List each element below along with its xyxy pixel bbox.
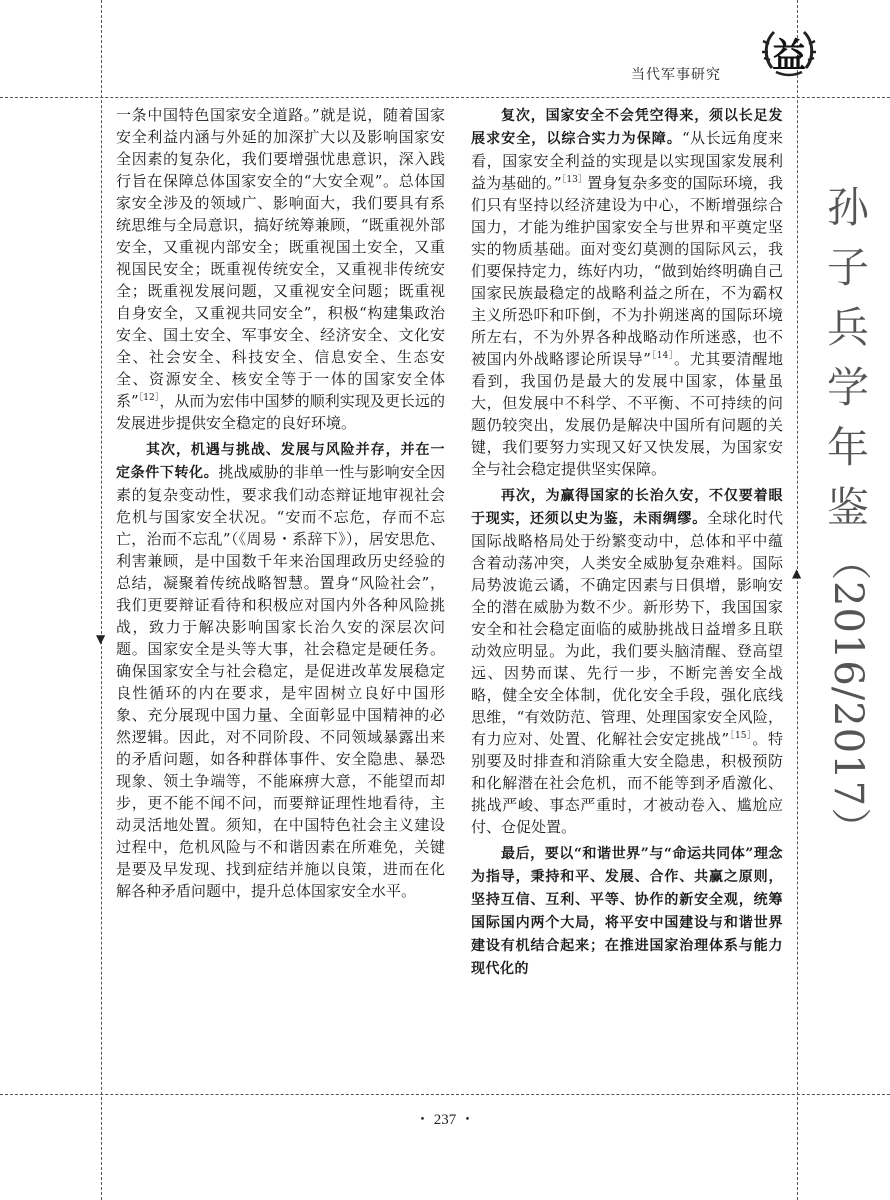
right-margin-marker-icon: ▲ xyxy=(792,566,802,580)
body-text: 一条中国特色国家安全道路。”就是说，随着国家安全利益内涵与外延的加深扩大以及影响国家安全因素的复杂化，我们要增强忧患意识，深入践行旨在保障总体国家安全的“大安全观”。总体国家安全涉及的领域广、影响面大，我们要具有系统思维与全局意识，搞好统筹兼顾，“既重视外部安全，又重视内部安全；既重视国土安全，又重视国民安全；既重视传统安全，又重视非传统安全；既重视发展问题，又重视安全问题；既重视自身安全，又重视共同安全”，积极“构建集政治安全、国土安全、军事安全、经济安全、文化安全、社会安全、科技安全、信息安全、生态安全、资源安全、核安全等于一体的国家安全体系” xyxy=(116,106,445,410)
paragraph-lead: 最后，要以“和谐世界”与“命运共同体”理念为指导，秉持和平、发展、合作、共赢之原则，坚持互信、互利、平等、协作的新安全观，统筹国际国内两个大局，将平安中国建设与和谐世界建设有机结合起来；在推进国家治理体系与能力现代化的 xyxy=(471,846,783,977)
left-paragraph-2 xyxy=(116,438,445,902)
yearbook-logo xyxy=(762,24,816,78)
footnote-ref: ［15］ xyxy=(729,731,753,741)
page-number: ・ 237 ・ xyxy=(414,1112,475,1128)
footnote-ref: ［13］ xyxy=(561,175,587,185)
top-dashed-rule xyxy=(0,97,890,98)
paragraph-lead: 复次，国家安全不会凭空得来，须以长足发展求安全，以综合实力为保障。 xyxy=(471,108,783,147)
body-text: 置身复杂多变的国际环境，我们只有坚持以经济建设为中心，不断增强综合国力，才能为维护国家安全与世界和平奠定坚实的物质基础。面对变幻莫测的国际风云，我们要保持定力，练好内功，“做到始终明确自己国家民族最稳定的战略利益之所在，不为霸权主义所恐吓和吓倒，不为扑朔迷离的国际环境所左右，不为外界各种战略动作所迷惑，也不被国内外战略谬论所误导” xyxy=(471,174,784,368)
left-dashed-margin xyxy=(101,0,102,1200)
right-paragraph-2 xyxy=(471,484,783,838)
yearbook-side-title xyxy=(818,178,878,848)
right-paragraph-1 xyxy=(471,104,783,480)
side-title-char: 学 xyxy=(826,363,869,412)
footnote-ref: ［12］ xyxy=(138,393,160,403)
side-title-char: 兵 xyxy=(826,303,869,352)
side-title-char: 孙 xyxy=(826,183,869,232)
body-text: 全球化时代国际战略格局处于纷繁变动中，总体和平中蕴含着动荡冲突，人类安全威胁复杂难料。国际局势波诡云谲，不确定因素与日俱增，影响安全的潜在威胁为数不少。新形势下，我国国家安全和社会稳定面临的威胁挑战日益增多且联动效应明显。为此，我们要头脑清醒、登高望远、因势而谋、先行一步，不断完善安全战略，健全安全体制，优化安全手段，强化底线思维，“有效防范、管理、处理国家安全风险，有力应对、处置、化解社会安定挑战” xyxy=(471,509,783,748)
side-title-char: 子 xyxy=(826,243,869,292)
side-title-char: 年 xyxy=(826,423,869,472)
right-dashed-margin xyxy=(797,0,798,1200)
bottom-dashed-rule xyxy=(0,1094,890,1095)
left-text-column xyxy=(116,104,445,902)
side-title-year: （2016/2017） xyxy=(825,540,871,849)
side-title-char: 鉴 xyxy=(826,483,869,532)
body-text: 挑战威胁的非单一性与影响安全因素的复杂变动性，要求我们动态辩证地审视社会危机与国家安全状况。“安而不忘危，存而不忘亡，治而不忘乱”（《周易・系辞下》），居安思危、利害兼顾，是中国数千年来治国理政历史经验的总结，凝聚着传统战略智慧。置身“风险社会”，我们更要辩证看待和积极应对国内外各种风险挑战，致力于解决影响国家长治久安的深层次问题。国家安全是头等大事，社会稳定是硬任务。确保国家安全与社会稳定，是促进改革发展稳定良性循环的内在要求，是牢固树立良好中国形象、充分展现中国力量、全面彰显中国精神的必然逻辑。因此，对不同阶段、不同领域暴露出来的矛盾问题，如各种群体事件、安全隐患、暴恐现象、领土争端等，不能麻痹大意，不能望而却步，更不能不闻不问，而要辩证理性地看待，主动灵活地处置。须知，在中国特色社会主义建设过程中，危机风险与不和谐因素在所难免，关键是要及早发现、找到症结并施以良策，进而在化解各种矛盾问题中，提升总体国家安全水平。 xyxy=(116,463,445,900)
right-text-column xyxy=(471,104,783,980)
body-text: 。特别要及时排查和消除重大安全隐患，积极预防和化解潜在社会危机，而不能等到矛盾激化、挑战严峻、事态严重时，才被动卷入、尴尬应付、仓促处置。 xyxy=(471,730,783,836)
paragraph-lead: 再次，为赢得国家的长治久安，不仅要着眼于现实，还须以史为鉴，未雨绸缪。 xyxy=(471,488,783,527)
footnote-ref: ［14］ xyxy=(650,351,675,361)
body-text: 。尤其要清醒地看到，我国仍是最大的发展中国家，体量虽大，但发展中不科学、不平衡、不可持续的问题仍较突出，发展仍是解决中国所有问题的关键，我们要努力实现又好又快发展，为国家安全与社会稳定提供坚实保障。 xyxy=(471,350,783,478)
left-margin-marker-icon: ▼ xyxy=(96,632,106,646)
paragraph-lead: 其次，机遇与挑战、发展与风险并存，并在一定条件下转化。 xyxy=(116,442,445,481)
side-title-chars xyxy=(827,178,869,538)
logo-character: 益 xyxy=(772,36,806,76)
right-paragraph-3 xyxy=(471,842,783,980)
body-text: ，从而为宏伟中国梦的顺利实现及更长远的发展进步提供安全稳定的良好环境。 xyxy=(116,392,446,432)
body-text: “从长远角度来看，国家安全利益的实现是以实现国家发展利益为基础的。” xyxy=(471,129,784,192)
left-paragraph-1 xyxy=(116,104,445,434)
journal-section-label: 当代军事研究 xyxy=(631,67,721,83)
